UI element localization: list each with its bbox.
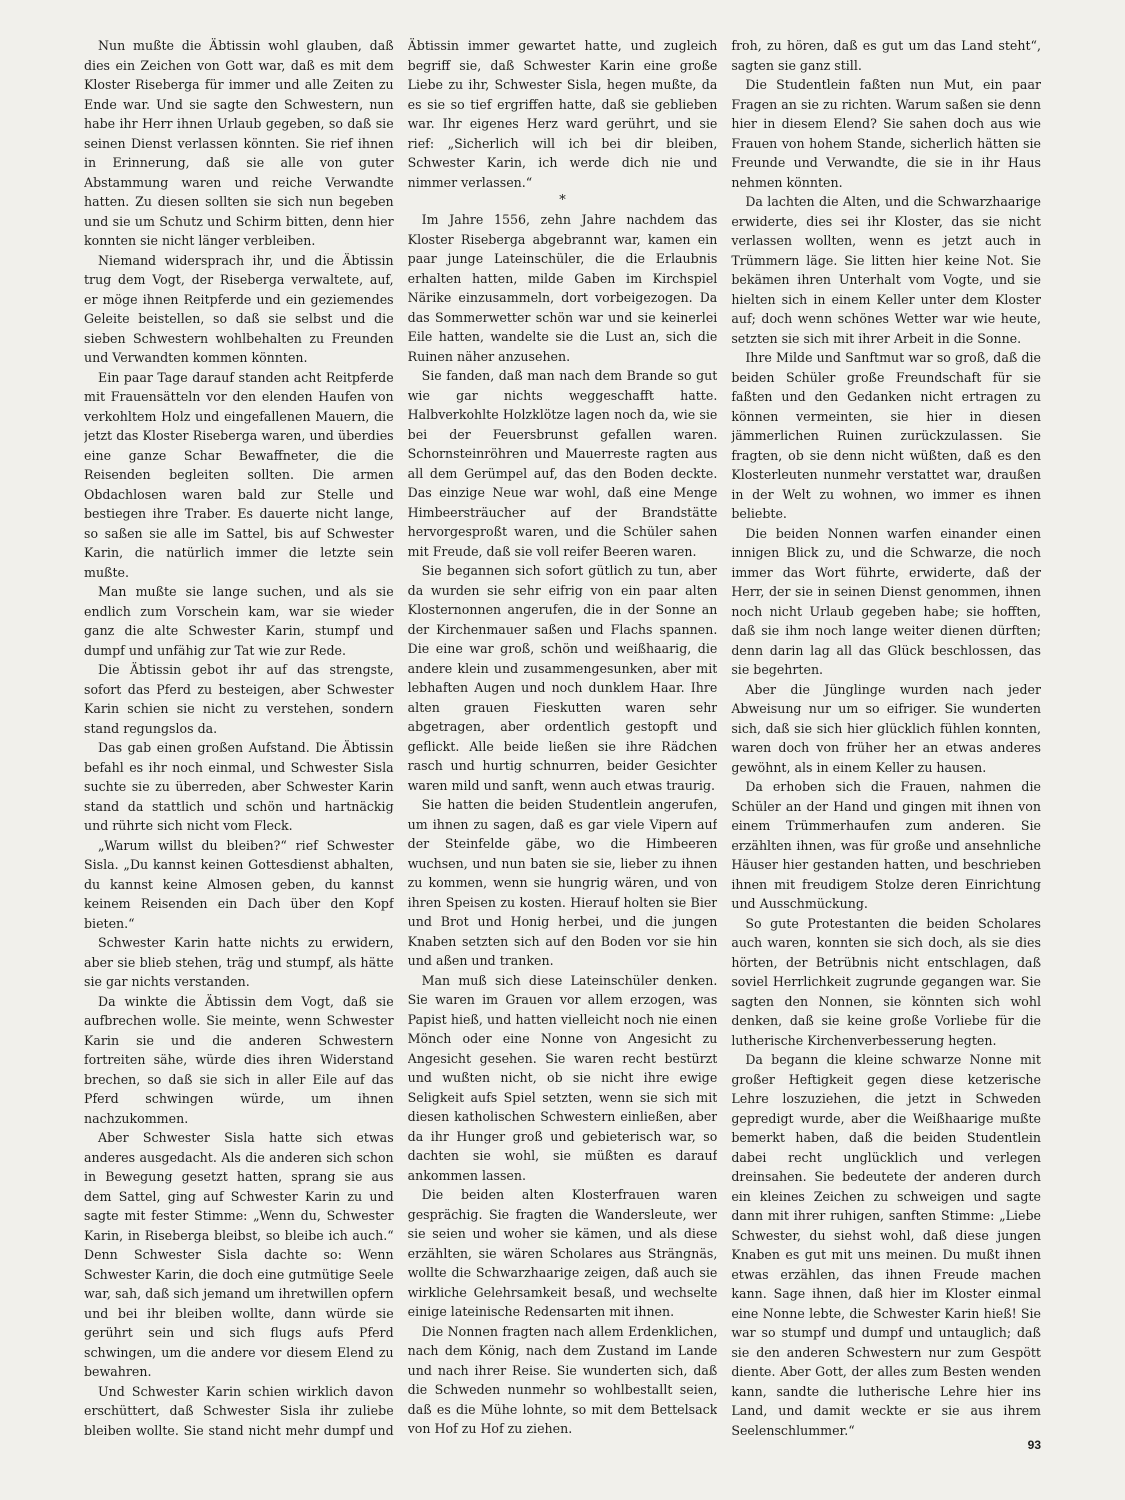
paragraph: Nun mußte die Äbtissin wohl glauben, daß dies ein Zeichen von Gott war, daß es mit dem Kloster Riseberga für immer und alle Zeiten zu Ende war. Und sie sagte den Schwestern, nun habe ihr Herr ihnen Urlaub gegeben, so daß sie seinen Dienst verlassen könnten. Sie rief ihnen in Erinnerung, daß sie alle von guter Abstammung waren und reiche Verwandte hatten. Zu diesen sollten sie sich nun begeben und sie um Schutz und Schirm bitten, denn hier konnten sie nicht länger verbleiben. xyxy=(84,38,394,248)
paragraph: „Warum willst du bleiben?“ rief Schwester Sisla. „Du kannst keinen Gottesdienst abhalten, du kannst keine Almosen geben, du kannst keinem Reisenden ein Dach über den Kopf bieten.“ xyxy=(84,837,394,931)
paragraph: Da begann die kleine schwarze Nonne mit großer Heftigkeit gegen diese ketzerische Lehre loszuziehen, die jetzt in Schweden gepredigt wurde, aber die Weißhaarige mußte bemerkt haben, daß die beiden Studentlein dabei recht unglücklich und verlegen dreinsahen. Sie bedeutete der anderen durch ein kleines Zeichen zu schweigen und sagte dann mit ihrer ruhigen, sanften Stimme: „Liebe Schwester, du siehst wohl, daß diese jungen Knaben es gut mit uns meinen. Du mußt ihnen etwas erzählen, das ihnen Freude machen kann. Sage ihnen, daß hier im Kloster einmal eine Nonne lebte, die Schwester Karin hieß! Sie war so stumpf und dumpf und untauglich; daß sie den anderen Schwestern nur zum Gespött diente. Aber Gott, der alles zum Besten wenden kann, sandte die lutherische Lehre hier ins Land, und damit weckte er sie aus ihrem Seelenschlummer.“ xyxy=(731,1052,1041,1438)
paragraph: Die beiden Nonnen warfen einander einen innigen Blick zu, und die Schwarze, die noch immer das Wort führte, erwiderte, daß der Herr, der sie in seinen Dienst genommen, ihnen noch nicht Urlaub gegeben habe; sie hofften, daß sie ihm noch lange weiter dienen dürften; denn darin lag all das Glück beschlossen, das sie begehrten. xyxy=(731,525,1041,677)
paragraph: Sie fanden, daß man nach dem Brande so gut wie gar nichts weggeschafft hatte. Halbverkohlte Holzklötze lagen noch da, wie sie bei der Feuersbrunst gefallen waren. Schornsteinröhren und Mauerreste ragten aus all dem Gerümpel auf, das den Boden deckte. Das einzige Neue war wohl, daß eine Menge Himbeersträucher auf der Brandstätte hervorgesproßt waren, und die Schüler sahen mit Freude, daß sie voll reifer Beeren waren. xyxy=(407,368,718,559)
paragraph: Da winkte die Äbtissin dem Vogt, daß sie aufbrechen wolle. Sie meinte, wenn Schwester Karin sie und die anderen Schwestern fortreiten sähe, würde dies ihren Widerstand brechen, so daß sie sich in aller Eile auf das Pferd schwingen würde, um ihnen nachzukommen. xyxy=(84,993,394,1126)
text-column-2 xyxy=(408,36,718,1441)
article-body xyxy=(84,36,1041,1441)
paragraph: Aber die Jünglinge wurden nach jeder Abweisung nur um so eifriger. Sie wunderten sich, daß sie sich hier glücklich fühlen konnten, waren doch von früher her an etwas anderes gewöhnt, als in einem Keller zu hausen. xyxy=(731,681,1041,775)
page-number: 93 xyxy=(1027,1438,1041,1452)
paragraph: Die Äbtissin gebot ihr auf das strengste, sofort das Pferd zu besteigen, aber Schwester Karin schien sie nicht zu verstehen, sondern stand regungslos da. xyxy=(84,662,394,736)
paragraph: Man muß sich diese Lateinschüler denken. Sie waren im Grauen vor allem erzogen, was Papist hieß, und hatten vielleicht noch nie einen Mönch oder eine Nonne von Angesicht zu Angesicht gesehen. Sie waren recht bestürzt und wußten nicht, ob sie nicht ihre ewige Seligkeit aufs Spiel setzten, wenn sie sich mit diesen katholischen Schwestern einließen, aber da ihr Hunger groß und gebieterisch war, so dachten sie wohl, sie müßten es darauf ankommen lassen. xyxy=(407,972,718,1183)
paragraph: Aber Schwester Sisla hatte sich etwas anderes ausgedacht. Als die anderen sich schon in Bewegung gesetzt hatten, sprang sie aus dem Sattel, ging auf Schwester Karin zu und sagte mit fester Stimme: „Wenn du, Schwester Karin, in Riseberga bleibst, so bleibe ich auch.“ Denn Schwester Sisla dachte so: Wenn Schwester Karin, die doch eine gutmütige Seele war, sah, daß sich jemand um ihretwillen opfern und bei ihr bleiben wollte, dann würde sie gerührt sein und sich flugs aufs Pferd schwingen, um die andere vor diesem Elend zu bewahren. xyxy=(84,1130,394,1379)
paragraph: Sie hatten die beiden Studentlein angerufen, um ihnen zu sagen, daß es gar viele Vipern auf der Steinfelde gäbe, wo die Himbeeren wuchsen, und nun baten sie sie, lieber zu ihnen zu kommen, wenn sie hungrig wären, und von ihren Speisen zu kosten. Hierauf holten sie Bier und Brot und Honig herbei, und die jungen Knaben setzten sich auf den Boden vor sie hin und aßen und tranken. xyxy=(407,797,718,968)
text-column-3 xyxy=(731,36,1041,1441)
paragraph: Die beiden alten Klosterfrauen waren gesprächig. Sie fragten die Wandersleute, wer sie seien und woher sie kämen, und als diese erzählten, sie wären Scholares aus Strängnäs, wollte die Schwarzhaarige zeigen, daß auch sie wirkliche Gelehrsamkeit besaß, und wechselte einige lateinische Redensarten mit ihnen. xyxy=(407,1187,718,1319)
section-divider: * xyxy=(559,193,566,208)
paragraph xyxy=(408,1439,718,1442)
paragraph: So gute Protestanten die beiden Scholares auch waren, konnten sie sich doch, als sie dies hörten, der Betrübnis nicht entschlagen, daß soviel Herrlichkeit zugrunde gegangen war. Sie sagten den Nonnen, sie könnten sich wohl denken, daß sie keine große Vorliebe für die lutherische Kirchenverbesserung hegten. xyxy=(731,915,1041,1048)
paragraph: Da erhoben sich die Frauen, nahmen die Schüler an der Hand und gingen mit ihnen von einem Trümmerhaufen zum anderen. Sie erzählten ihnen, was für große und ansehnliche Häuser hier gestanden hatten, und beschrieben ihnen mit freudigem Stolze deren Einrichtung und Ausschmückung. xyxy=(731,779,1041,911)
paragraph: Die Studentlein faßten nun Mut, ein paar Fragen an sie zu richten. Warum saßen sie denn hier in diesem Elend? Sie sahen doch aus wie Frauen von hohem Stande, sicherlich hätten sie Freunde und Verwandte, die sie in ihr Haus nehmen könnten. xyxy=(731,77,1041,190)
paragraph: froh, zu hören, daß es gut um das Land steht“, sagten sie ganz still. xyxy=(731,38,1041,73)
paragraph: Ihre Milde und Sanftmut war so groß, daß die beiden Schüler große Freundschaft für sie faßten und den Gedanken nicht ertragen zu können vermeinten, sie hier in diesen jämmerlichen Ruinen zurückzulassen. Sie fragten, ob sie denn nicht wüßten, daß es den Klosterleuten nunmehr verstattet war, draußen in der Welt zu wohnen, wo immer es ihnen beliebte. xyxy=(731,350,1041,521)
paragraph: Ein paar Tage darauf standen acht Reitpferde mit Frauensätteln vor den elenden Haufen von verkohltem Holz und eingefallenen Mauern, die jetzt das Kloster Riseberga waren, und überdies eine ganze Schar Bewaffneter, die die Reisenden begleiten sollten. Die armen Obdachlosen waren bald zur Stelle und bestiegen ihre Traber. Es dauerte nicht lange, so saßen sie alle im Sattel, bis auf Schwester Karin, die natürlich immer die letzte sein mußte. xyxy=(84,369,394,580)
paragraph xyxy=(731,1440,1041,1441)
paragraph: Da lachten die Alten, und die Schwarzhaarige erwiderte, dies sei ihr Kloster, das sie nicht verlassen wollten, wenn es jetzt auch in Trümmern läge. Sie litten hier keine Not. Sie bekämen ihren Unterhalt vom Vogte, und sie hielten sich in einem Keller unter dem Kloster auf; doch wenn schönes Wetter war wie heute, setzten sie sich mit ihrer Arbeit in die Sonne. xyxy=(731,194,1041,346)
paragraph: Die Nonnen fragten nach allem Erdenklichen, nach dem König, nach dem Zustand im Lande und nach ihrer Reise. Sie wunderten sich, daß die Schweden nunmehr so wohlbestallt seien, daß es die Mühe lohnte, so mit dem Bettelsack von Hof zu Hof zu ziehen. xyxy=(407,1323,718,1436)
paragraph: Niemand widersprach ihr, und die Äbtissin trug dem Vogt, der Riseberga verwaltete, auf, er möge ihnen Reitpferde und ein geziemendes Geleite beistellen, so daß sie selbst und die sieben Schwestern wohlbehalten zu Freunden und Verwandten kommen könnten. xyxy=(84,252,394,365)
paragraph: Äbtissin immer gewartet hatte, und zugleich begriff sie, daß Schwester Karin eine große Liebe zu ihr, Schwester Sisla, hegen mußte, da es sie so tief ergriffen hatte, daß sie geblieben war. Ihr eigenes Herz ward gerührt, und sie rief: „Sicherlich will ich bei dir bleiben, Schwester Karin, ich werde dich nie und nimmer verlassen.“ xyxy=(407,38,718,190)
paragraph: Sie begannen sich sofort gütlich zu tun, aber da wurden sie sehr eifrig von ein paar alten Klosternonnen angerufen, die in der Sonne an der Kirchenmauer saßen und Flachs spannen. Die eine war groß, schön und weißhaarig, die andere klein und zusammengesunken, aber mit lebhaften Augen und noch dunklem Haar. Ihre alten grauen Fieskutten waren sehr abgetragen, aber ordentlich gestopft und geflickt. Alle beide ließen sie ihre Rädchen rasch und hurtig schnurren, beider Gesichter waren mild und sanft, wenn auch etwas traurig. xyxy=(407,563,718,793)
paragraph: Und Schwester Karin schien wirklich davon erschüttert, daß Schwester Sisla ihr zuliebe bleiben wollte. Sie stand nicht mehr dumpf und xyxy=(84,1383,394,1438)
paragraph: Schwester Karin hatte nichts zu erwidern, aber sie blieb stehen, träg und stumpf, als hätte sie gar nichts verstanden. xyxy=(84,935,394,989)
text-column-1 xyxy=(84,36,394,1441)
paragraph: Das gab einen großen Aufstand. Die Äbtissin befahl es ihr noch einmal, und Schwester Sisla suchte sie zu überreden, aber Schwester Karin stand da stattlich und schön und hartnäckig und rührte sich nicht vom Fleck. xyxy=(84,740,394,833)
paragraph: Im Jahre 1556, zehn Jahre nachdem das Kloster Riseberga abgebrannt war, kamen ein paar junge Lateinschüler, die die Erlaubnis erhalten hatten, milde Gaben im Kirchspiel Närike einzusammeln, dort vorbeigezogen. Da das Sommerwetter schön war und sie keinerlei Eile hatten, wandelte sie die Lust an, sich die Ruinen näher anzusehen. xyxy=(407,212,718,364)
paragraph: Man mußte sie lange suchen, und als sie endlich zum Vorschein kam, war sie wieder ganz die alte Schwester Karin, stumpf und dumpf und unfähig zur Tat wie zur Rede. xyxy=(84,584,394,658)
